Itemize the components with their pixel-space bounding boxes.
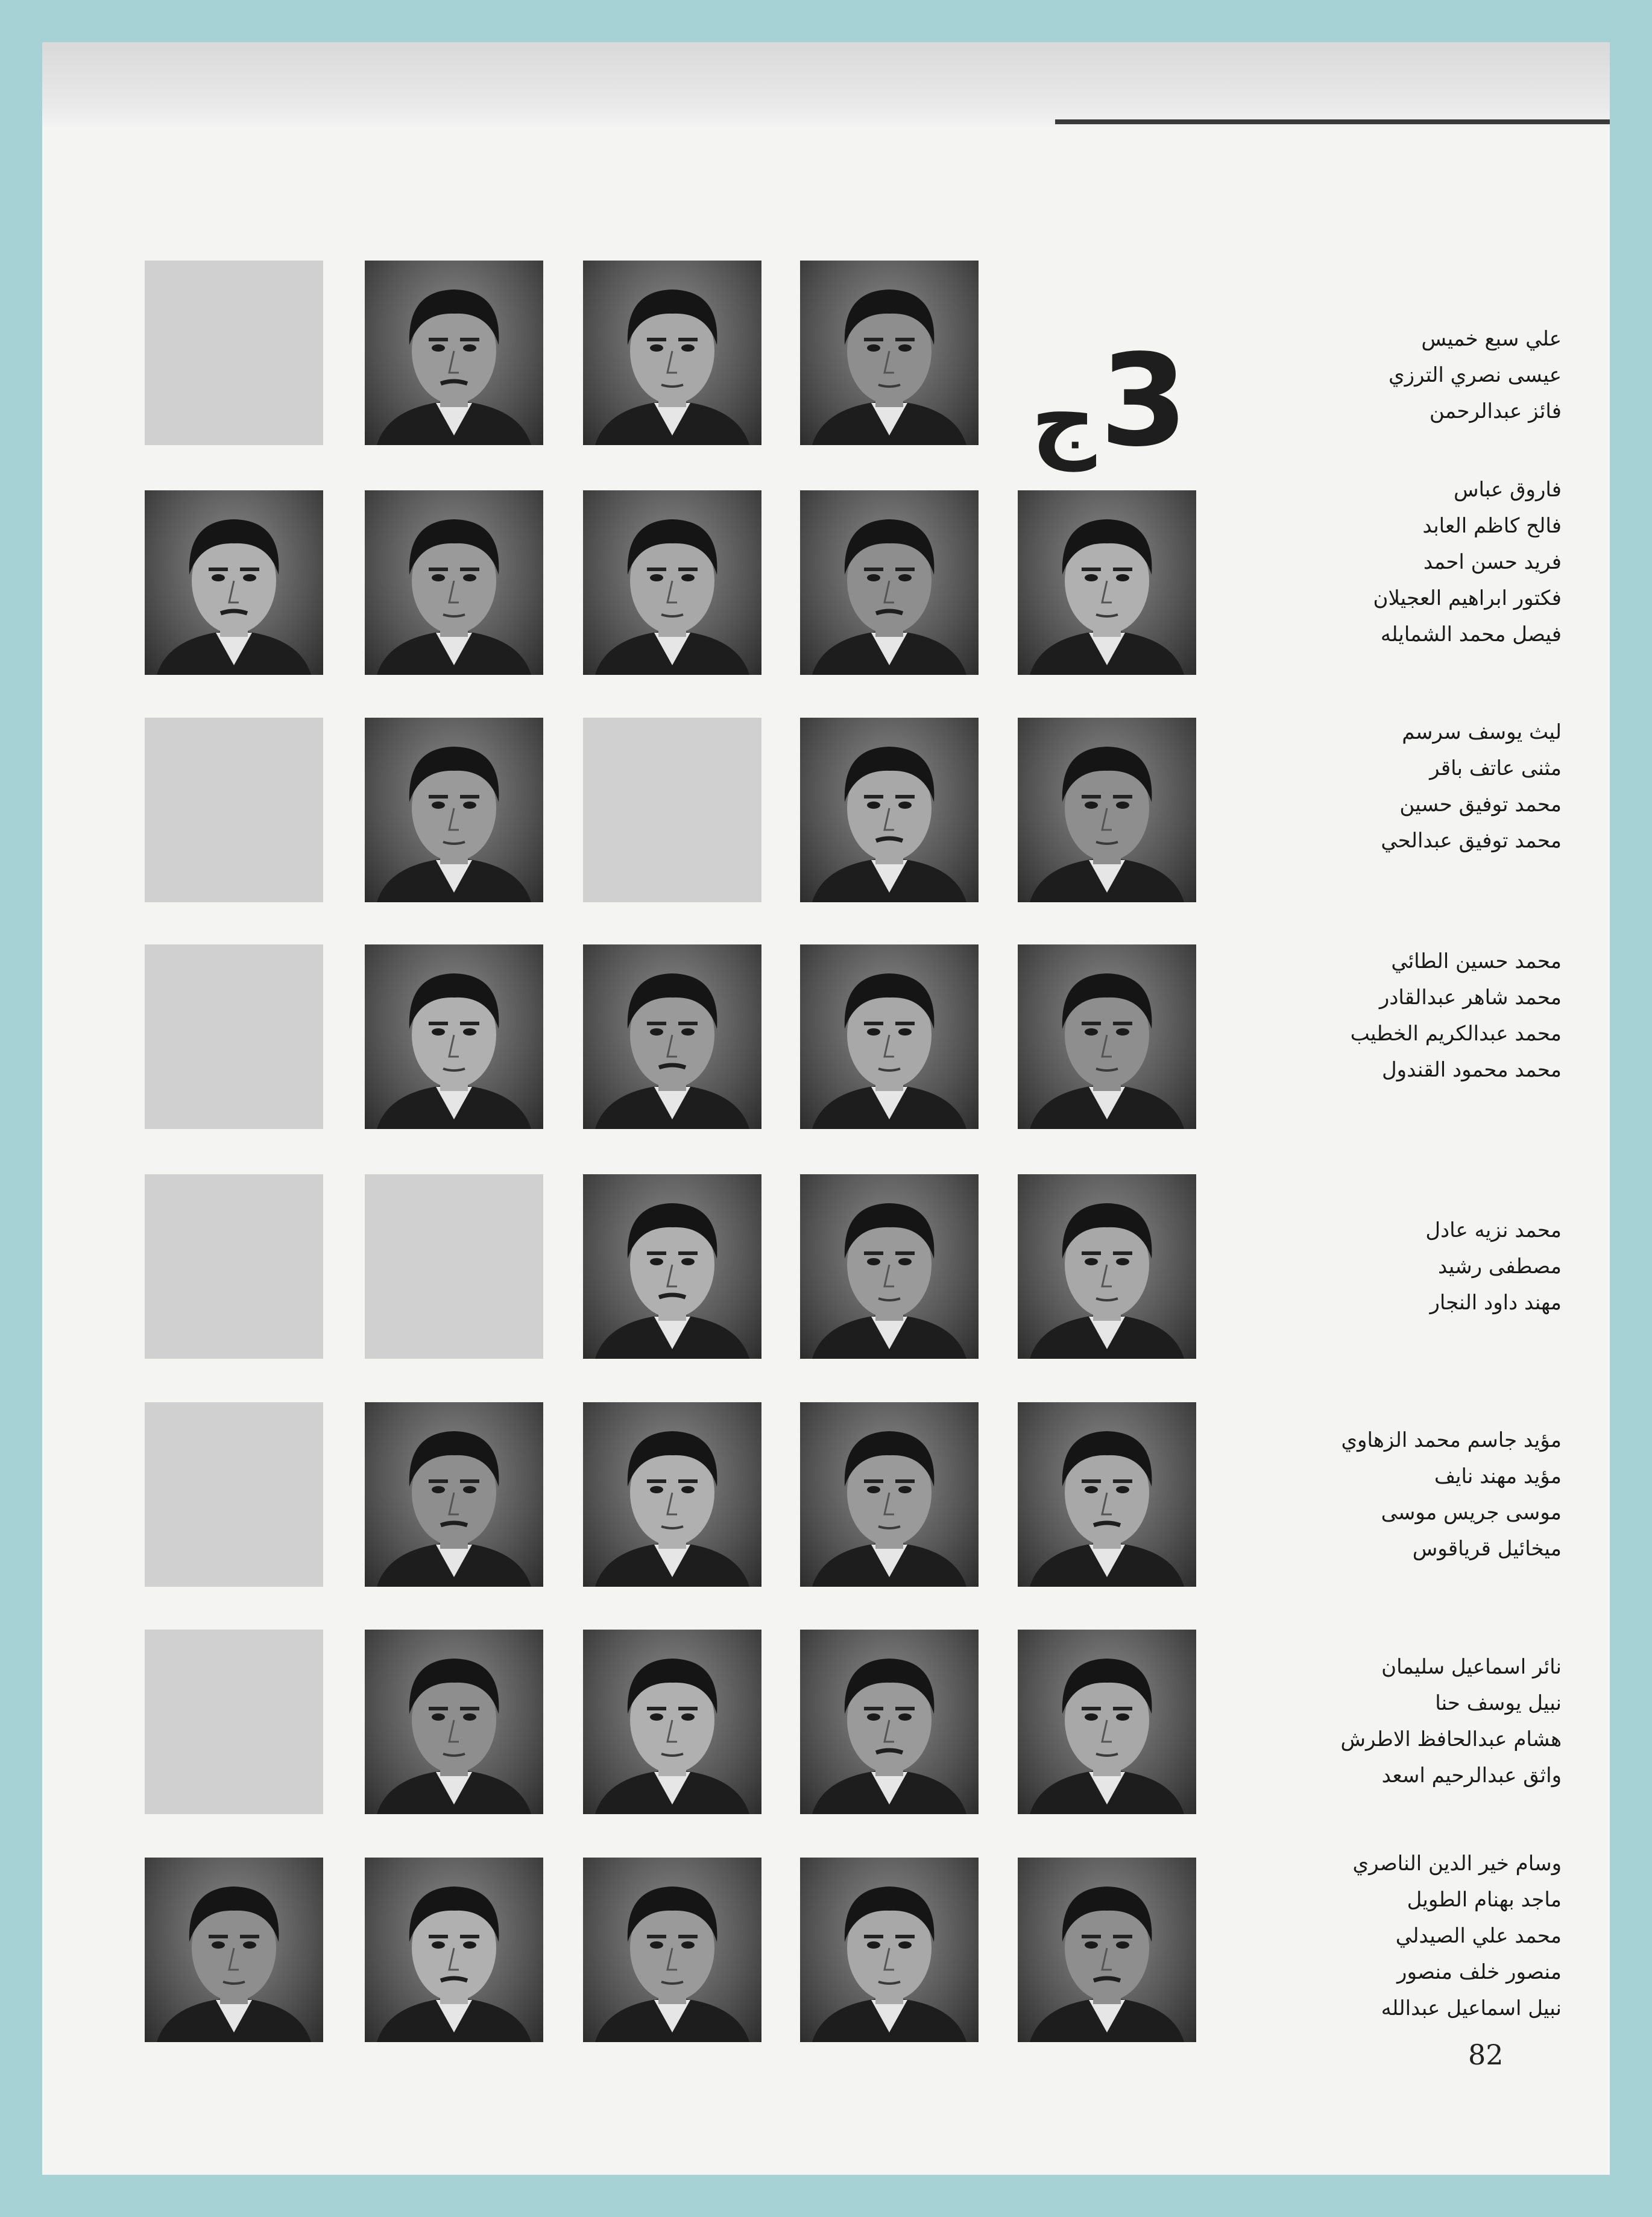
student-portrait: [1018, 1174, 1196, 1359]
student-portrait: [800, 1630, 979, 1814]
student-portrait: [1018, 944, 1196, 1129]
yearbook-page: [42, 42, 1610, 2175]
student-portrait: [800, 1858, 979, 2042]
empty-portrait-placeholder: [145, 1630, 323, 1814]
portrait-silhouette: [583, 1402, 761, 1587]
student-name: نبيل اسماعيل عبدالله: [1381, 1996, 1562, 2020]
student-portrait: [1018, 718, 1196, 902]
student-name: موسى جريس موسى: [1381, 1501, 1562, 1525]
portrait-silhouette: [583, 261, 761, 445]
student-name: ليث يوسف سرسم: [1402, 720, 1562, 744]
portrait-silhouette: [583, 1630, 761, 1814]
student-name: فكتور ابراهيم العجيلان: [1373, 586, 1562, 610]
student-portrait: [583, 1858, 761, 2042]
class-section-letter: ج: [1031, 367, 1097, 472]
student-portrait: [583, 944, 761, 1129]
student-portrait: [800, 944, 979, 1129]
empty-portrait-placeholder: [145, 261, 323, 445]
student-name: مؤيد مهند نايف: [1434, 1464, 1562, 1488]
portrait-silhouette: [1018, 1402, 1196, 1587]
portrait-silhouette: [583, 1174, 761, 1359]
student-name: نبيل يوسف حنا: [1435, 1691, 1562, 1715]
portrait-silhouette: [365, 718, 543, 902]
portrait-silhouette: [1018, 490, 1196, 675]
portrait-silhouette: [145, 1858, 323, 2042]
portrait-silhouette: [800, 490, 979, 675]
portrait-silhouette: [800, 1630, 979, 1814]
student-name: مثنى عاتف باقر: [1430, 756, 1562, 780]
page-number: 82: [1468, 2038, 1504, 2071]
student-name: مهند داود النجار: [1430, 1291, 1562, 1315]
name-list: [1224, 714, 1562, 859]
student-name: محمد نزيه عادل: [1425, 1218, 1562, 1242]
portrait-silhouette: [365, 261, 543, 445]
student-name: مصطفى رشيد: [1438, 1254, 1562, 1279]
empty-portrait-placeholder: [145, 944, 323, 1129]
student-name: منصور خلف منصور: [1397, 1960, 1562, 1984]
portrait-silhouette: [800, 1174, 979, 1359]
portrait-silhouette: [800, 718, 979, 902]
student-portrait: [365, 490, 543, 675]
student-portrait: [365, 261, 543, 445]
portrait-silhouette: [365, 944, 543, 1129]
student-name: علي سبع خميس: [1421, 327, 1562, 351]
student-portrait: [365, 1402, 543, 1587]
student-portrait: [583, 1630, 761, 1814]
student-name: فاروق عباس: [1453, 478, 1562, 502]
student-portrait: [365, 718, 543, 902]
name-list: [1224, 1649, 1562, 1794]
student-portrait: [365, 944, 543, 1129]
student-name: فائز عبدالرحمن: [1429, 399, 1562, 423]
student-name: فيصل محمد الشمايله: [1380, 622, 1562, 647]
empty-portrait-placeholder: [583, 718, 761, 902]
student-name: محمد توفيق عبدالحي: [1381, 829, 1562, 853]
portrait-silhouette: [583, 944, 761, 1129]
portrait-silhouette: [1018, 1858, 1196, 2042]
portrait-silhouette: [1018, 718, 1196, 902]
student-portrait: [1018, 490, 1196, 675]
student-name: مؤيد جاسم محمد الزهاوي: [1341, 1428, 1562, 1452]
student-name: محمد علي الصيدلي: [1395, 1924, 1562, 1948]
portrait-silhouette: [1018, 1174, 1196, 1359]
student-portrait: [800, 261, 979, 445]
empty-portrait-placeholder: [145, 718, 323, 902]
student-portrait: [583, 1402, 761, 1587]
student-portrait: [145, 1858, 323, 2042]
student-name: فريد حسن احمد: [1423, 550, 1562, 574]
student-portrait: [800, 1174, 979, 1359]
portrait-silhouette: [365, 490, 543, 675]
portrait-silhouette: [583, 490, 761, 675]
portrait-silhouette: [800, 1402, 979, 1587]
name-list: [1224, 472, 1562, 653]
student-portrait: [583, 1174, 761, 1359]
class-number: 3: [1100, 327, 1188, 475]
portrait-silhouette: [583, 1858, 761, 2042]
empty-portrait-placeholder: [145, 1174, 323, 1359]
student-name: محمد حسين الطائي: [1391, 949, 1562, 973]
portrait-silhouette: [145, 490, 323, 675]
student-name: ميخائيل قرياقوس: [1412, 1537, 1562, 1561]
empty-portrait-placeholder: [145, 1402, 323, 1587]
class-label: [1031, 302, 1212, 475]
student-portrait: [145, 490, 323, 675]
portrait-silhouette: [1018, 1630, 1196, 1814]
student-portrait: [800, 490, 979, 675]
portrait-silhouette: [365, 1630, 543, 1814]
student-name: نائر اسماعيل سليمان: [1381, 1655, 1562, 1679]
name-list: [1224, 321, 1562, 429]
portrait-silhouette: [365, 1858, 543, 2042]
portrait-silhouette: [800, 1858, 979, 2042]
student-portrait: [800, 718, 979, 902]
portrait-silhouette: [365, 1402, 543, 1587]
student-name: هشام عبدالحافظ الاطرش: [1340, 1727, 1562, 1751]
portrait-silhouette: [800, 261, 979, 445]
student-name: محمد محمود القندول: [1381, 1058, 1562, 1082]
student-portrait: [365, 1858, 543, 2042]
student-name: محمد توفيق حسين: [1399, 792, 1562, 817]
name-list: [1224, 1212, 1562, 1321]
empty-portrait-placeholder: [365, 1174, 543, 1359]
student-portrait: [1018, 1630, 1196, 1814]
name-list: [1224, 943, 1562, 1088]
student-name: واثق عبدالرحيم اسعد: [1381, 1763, 1562, 1788]
portrait-silhouette: [1018, 944, 1196, 1129]
student-name: وسام خير الدين الناصري: [1352, 1852, 1562, 1876]
student-portrait: [583, 261, 761, 445]
student-name: محمد عبدالكريم الخطيب: [1350, 1022, 1562, 1046]
name-list: [1224, 1845, 1562, 2026]
student-name: ماجد بهنام الطويل: [1407, 1888, 1562, 1912]
student-portrait: [583, 490, 761, 675]
student-portrait: [365, 1630, 543, 1814]
student-name: عيسى نصري الترزي: [1388, 363, 1562, 387]
student-name: فالح كاظم العابد: [1422, 514, 1562, 538]
student-portrait: [1018, 1858, 1196, 2042]
student-portrait: [1018, 1402, 1196, 1587]
student-portrait: [800, 1402, 979, 1587]
portrait-silhouette: [800, 944, 979, 1129]
name-list: [1224, 1422, 1562, 1567]
student-name: محمد شاهر عبدالقادر: [1379, 985, 1562, 1010]
